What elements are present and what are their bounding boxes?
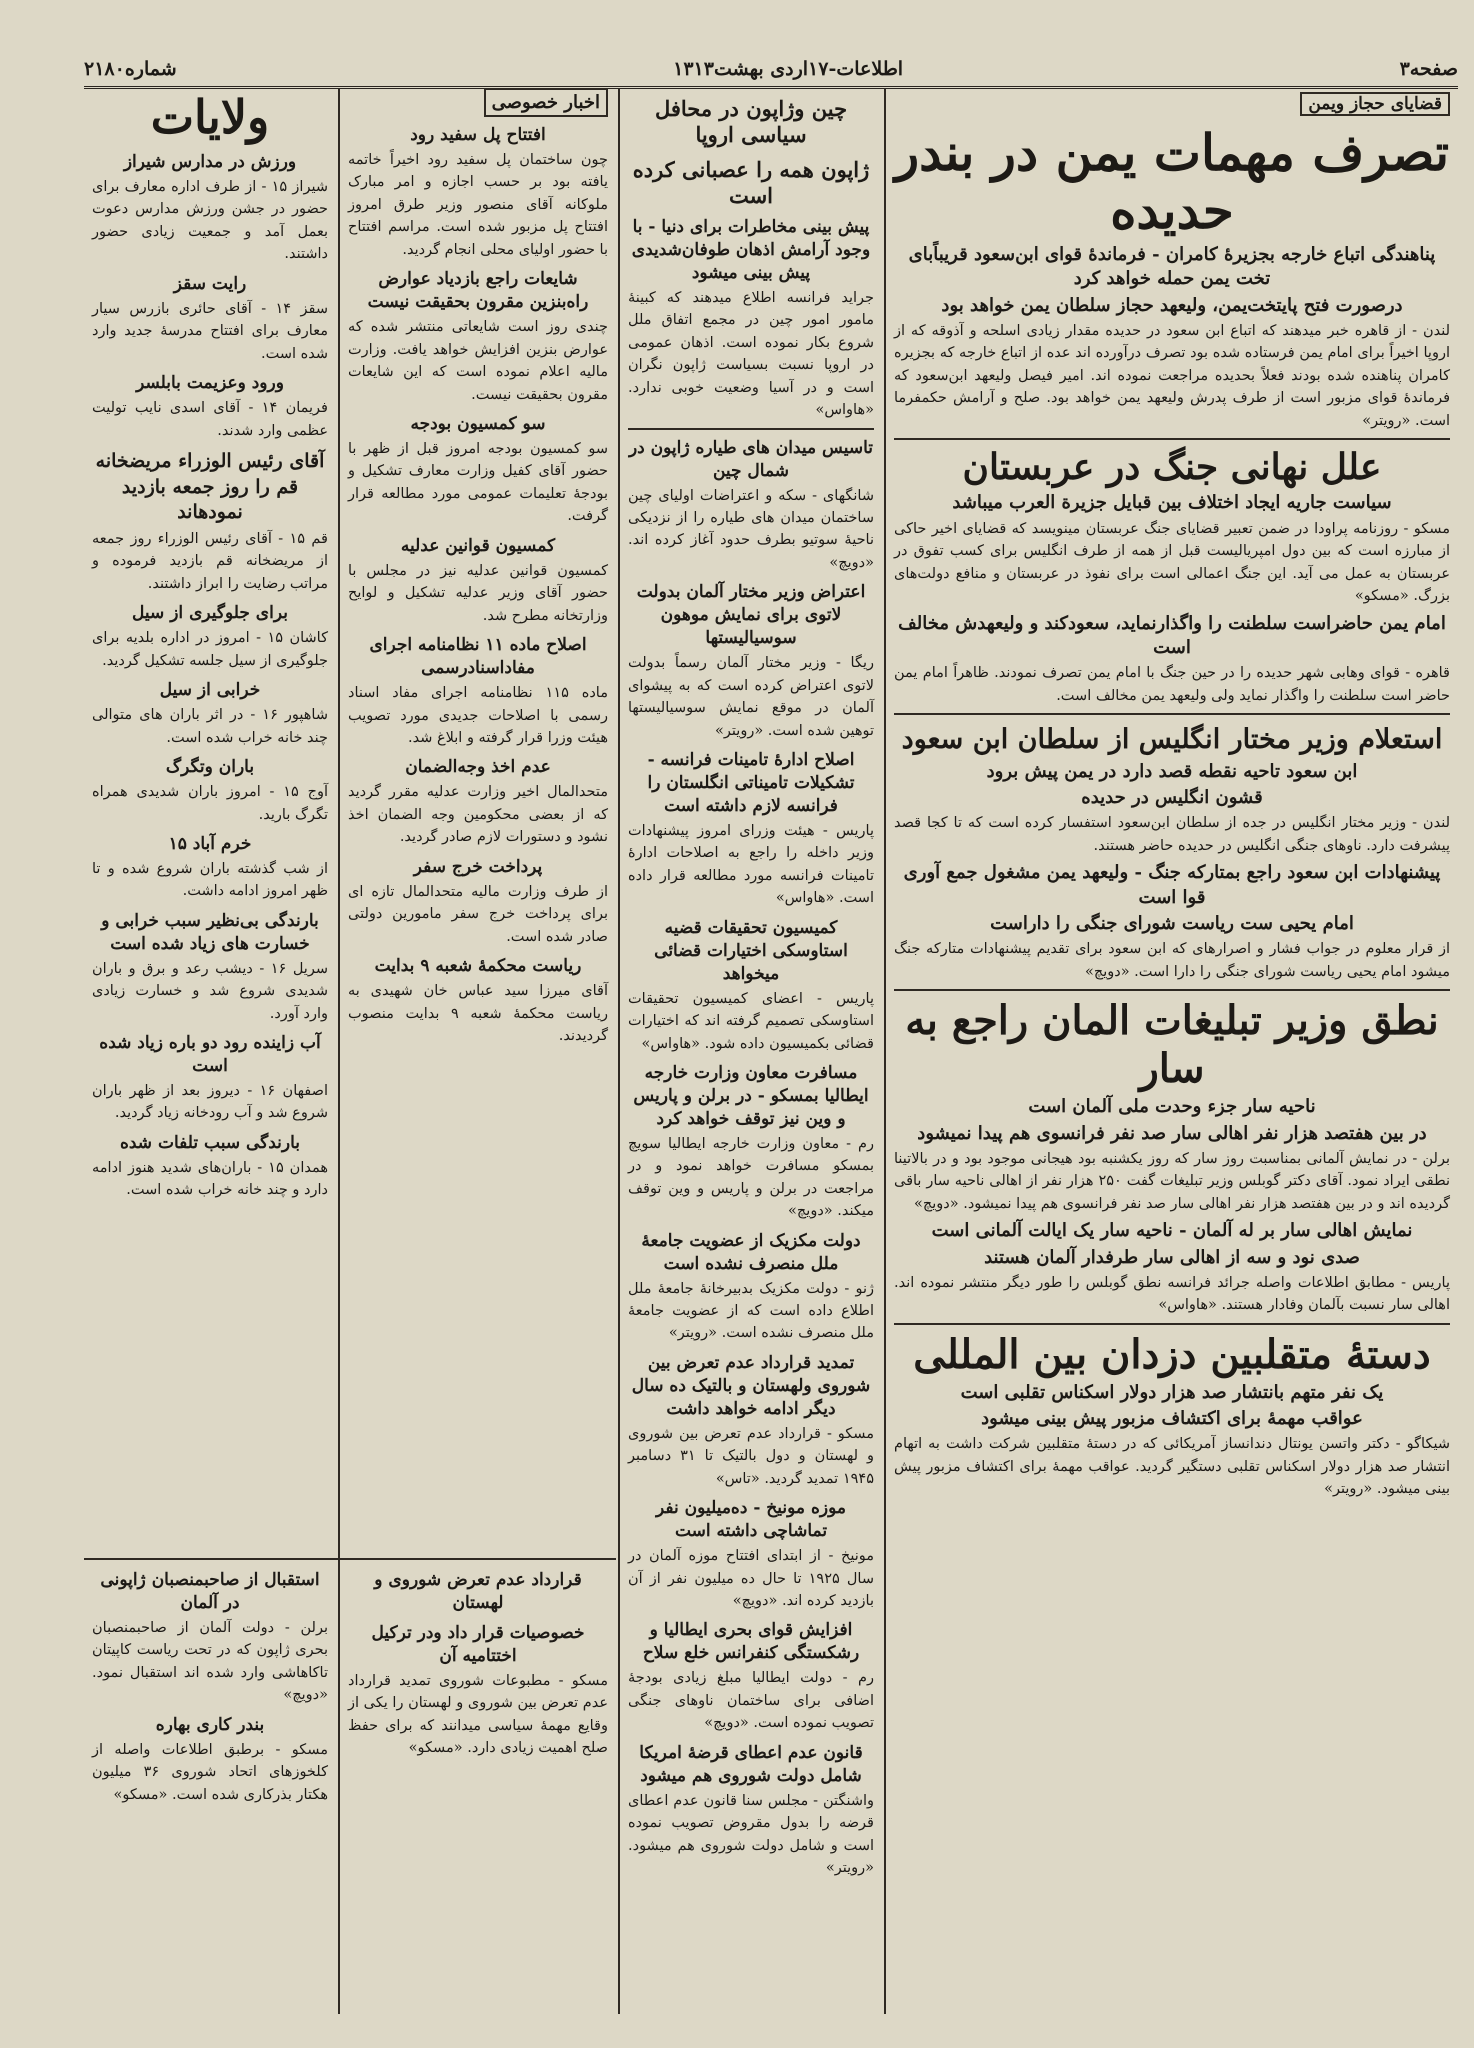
subhead: دولت مکزیک از عضویت جامعهٔ ملل منصرف نشده است (641, 1230, 861, 1274)
article-body: لندن - از قاهره خبر میدهند که اتباع ابن سعود در حدیده مقدار زیادی اسلحه و آذوقه که از اروپا اخیراً برای امام یمن فرستاده شده بود تصرف درآورده اند عده از اتباع خارجه که بجزیره کامران پناهنده شده بودند فعلاً بحدیده مراجعت نموده اند. امیر فیصل ولیعهد ابن‌سعود که فرماندهٔ قوای مزبور است از طرف پدرش ولیعهد یمن خواهد بود. صلح و آرامش حکمفرما است. «رویتر» (894, 322, 1450, 429)
article-body: همدان ۱۵ - باران‌های شدید هنوز ادامه دارد و چند خانه خراب شده است. (92, 1159, 328, 1199)
article-body: رم - دولت ایطالیا مبلغ زیادی بودجهٔ اضافی برای ساختمان ناوهای جنگی تصویب نموده است. «دویچ» (628, 1670, 874, 1732)
subhead: ناحیه سار جزء وحدت ملی آلمان است (1028, 1096, 1316, 1118)
divider (894, 989, 1450, 991)
article-body: چندی روز است شایعاتی منتشر شده که عوارض بنزین افزایش خواهد یافت. وزارت مالیه اعلام نموده است که این شایعات مقرون بحقیقت نیست. (348, 319, 608, 403)
subhead: کمیسیون تحقیقات قضیه استاوسکی اختیارات قضائی میخواهد (654, 917, 848, 984)
article-body: سریل ۱۶ - دیشب رعد و برق و باران شدیدی شروع شد و خسارت زیادی وارد آورد. (92, 960, 328, 1022)
article-body: چون ساختمان پل سفید رود اخیراً خاتمه یافته بود بر حسب اجازه و امر مبارک ملوکانه آقای منصور وزیر طرق امروز افتتاح پل مزبور شده است. مراسم افتتاح با حضور اولیای محلی انجام گردید. (348, 151, 608, 258)
subhead: بارندگی سبب تلفات شده (119, 1132, 301, 1153)
subhead: ریاست محکمهٔ شعبه ۹ بدایت (374, 956, 582, 977)
article-body: ریگا - وزیر مختار آلمان رسماً بدولت لاتوی اعتراض کرده است که به پیشوای آلمان در موقع نمایش سوسیالیستها توهین شده است. «رویتر» (628, 655, 874, 739)
section-kicker: قضایای حجاز ویمن (1300, 92, 1450, 116)
subhead: موزه مونیخ - ده‌میلیون نفر تماشاچی داشته است (656, 1498, 846, 1542)
subhead: خرابی از سیل (159, 680, 261, 701)
article-body: رم - معاون وزارت خارجه ایطالیا سویچ بمسکو مسافرت خواهد نمود و در مراجعت در برلن و پاریس و وین توقف میکند. «دویچ» (628, 1135, 874, 1220)
headline-china: چین وژاپون در محافل سیاسی اروپا (654, 96, 848, 148)
subhead: سو کمسیون بودجه (410, 414, 546, 435)
article-body: واشنگتن - مجلس سنا قانون عدم اعطای قرضه را بدول مقروض تصویب نموده است و شامل دولت شوروی هم میشود. «رویتر» (628, 1792, 874, 1876)
subhead: اعتراض وزیر مختار آلمان بدولت لاتوی برای نمایش موهون سوسیالیستها (636, 582, 866, 649)
subhead: باران وتگرگ (165, 757, 255, 778)
article-body: فریمان ۱۴ - آقای اسدی نایب تولیت عظمی وارد شدند. (92, 400, 328, 439)
column-domestic (340, 88, 616, 1550)
article-body: قم ۱۵ - آقای رئیس الوزراء روز جمعه از مریضخانه قم بازدید فرموده و مراتب رضایت را ابراز داشتند. (92, 530, 328, 592)
column-foreign (620, 88, 882, 2014)
article-body: ژنو - دولت مکزیک بدبیرخانهٔ جامعهٔ ملل اطلاع داده است که از عضویت جامعهٔ ملل منصرف نشده است. «رویتر» (628, 1280, 874, 1342)
article-body: از طرف وزارت مالیه متحدالمال تازه ای برای پرداخت خرج سفر مامورین دولتی صادر شده است. (348, 883, 608, 945)
subhead: امام یحیی ست ریاست شورای جنگی را داراست (990, 913, 1354, 934)
column-politics (886, 88, 1458, 2014)
subhead: ورزش در مدارس شیراز (123, 152, 297, 172)
subhead: عواقب مهمهٔ برای اکتشاف مزبور پیش بینی میشود (981, 1408, 1363, 1430)
date-line: اطلاعات-۱۷اردی بهشت۱۳۱۳ (673, 58, 904, 80)
article-body: مسکو - مطبوعات شوروی تمدید قرارداد عدم تعرض بین شوروی و لهستان را یکی از وقایع مهمهٔ سیاسی میدانند که برای حفظ صلح اهمیت زیادی دارد. «مسکو» (348, 1672, 608, 1757)
article-body: برلن - دولت آلمان از صاحبمنصبان بحری ژاپون که در تحت ریاست کاپیتان تاکاهاشی وارد شده اند استقبال نمود. «دویچ» (92, 1619, 328, 1704)
section-title-provinces: ولایات (150, 90, 270, 144)
divider (894, 713, 1450, 715)
subhead: سیاست جاریه ایجاد اختلاف بین قبایل جزیرة العرب میباشد (952, 492, 1392, 514)
subhead: خرم آباد ۱۵ (168, 833, 252, 854)
masthead (84, 52, 1458, 89)
subhead: پیش بینی مخاطرات برای دنیا - با وجود آرامش اذهان طوفان‌شدیدی پیش بینی میشود (631, 217, 871, 283)
article-body: مسکو - روزنامه پراودا در ضمن تعبیر قضایای جنگ عربستان مینویسد که قضایای اخیر حاکی از مبارزه است که بین دول امپریالیست قبل از همه از طرف انگلیس برای کسب تفوق در عربستان به عمل می آید. این جنگ اعمالی است برای نفوذ در عربستان و منافع دولت‌های بزرگ. «مسکو» (894, 520, 1450, 605)
article-body: پاریس - اعضای کمیسیون تحقیقات استاوسکی تصمیم گرفته اند که اختیارات قضائی بکمیسیون داده شود. «هاواس» (628, 990, 874, 1052)
subhead: ابن سعود تاحیه نقطه قصد دارد در یمن پیش برود (986, 760, 1358, 782)
subhead: افزایش قوای بحری ایطالیا و رشکستگی کنفرانس خلع سلاح (642, 1620, 860, 1664)
subhead: استقبال از صاحبمنصبان ژاپونی در آلمان (100, 1570, 320, 1613)
article-body: پاریس - مطابق اطلاعات واصله جرائد فرانسه نطق گوبلس را طور دیگر منتشر نموده اند. اهالی سار نسبت بآلمان وفادار هستند. «هاواس» (894, 1274, 1450, 1314)
article-body: از شب گذشته باران شروع شده و تا ظهر امروز ادامه داشت. (92, 860, 328, 900)
subhead: درصورت فتح پایتخت‌یمن، ولیعهد حجاز سلطان یمن خواهد بود (941, 294, 1403, 316)
subhead: قشون انگلیس در حدیده (1081, 787, 1263, 809)
subhead: در بین هفتصد هزار نفر اهالی سار صد نفر فرانسوی هم پیدا نمیشود (917, 1122, 1427, 1144)
headline-gang: دستهٔ متقلبین دزدان بین المللی (913, 1330, 1431, 1378)
subhead: پیشنهادات ابن سعود راجع بمتارکه جنگ - ولیعهد یمن مشغول جمع آوری قوا است (903, 862, 1441, 908)
article-body: شیکاگو - دکتر واتسن یونتال دندانساز آمریکائی که در دستهٔ متقلبین شرکت داشت به اتهام انتشار صد هزار دولار اسکناس تقلبی دستگیر گردید. عواقب مهمهٔ برای اکتشاف مزبور پیش بینی میشود. «رویتر» (894, 1436, 1450, 1498)
article-body: سقز ۱۴ - آقای حائری بازرس سیار معارف برای افتتاح مدرسهٔ جدید وارد شده است. (92, 300, 328, 362)
article-body: کاشان ۱۵ - امروز در اداره بلدیه برای جلوگیری از سیل جلسه تشکیل گردید. (92, 630, 328, 669)
subhead: صدی نود و سه از اهالی سار طرفدار آلمان هستند (984, 1246, 1360, 1268)
subhead: پناهندگی اتباع خارجه بجزیرهٔ کامران - فرماندهٔ قوای ابن‌سعود قریباًبای تخت یمن حمله خواهد کرد (908, 244, 1436, 290)
subhead: تاسیس میدان های طیاره ژاپون در شمال چین (628, 437, 874, 481)
subhead: رایت سقز (173, 273, 247, 294)
article-body: متحدالمال اخیر وزارت عدلیه مقرر گردید که از بعضی محکومین وجه الضمان اخذ نشود و دستورات لازم صادر گردید. (348, 784, 608, 846)
subhead: قانون عدم اعطای قرضهٔ امریکا شامل دولت شوروی هم میشود (639, 1742, 863, 1786)
subhead: اصلاح ادارهٔ تامینات فرانسه - تشکیلات تامیناتی انگلستان را فرانسه لازم داشته است (647, 750, 855, 816)
divider (84, 1558, 616, 1560)
divider (894, 1323, 1450, 1325)
subhead: اصلاح ماده ۱۱ نظامنامه اجرای مفاداسنادرسمی (369, 635, 587, 679)
article-body: برلن - در نمایش آلمانی بمناسبت روز سار که روز یکشنبه بود هیجانی موجود بود و در بالاتینا نطقی ایراد نمود. آقای دکتر گوبلس وزیر تبلیغات گفت ۲۵۰ هزار نفر از اهالی ناحیه سار باقی گردیده اند و در بین هفتصد هزار نفر اهالی سار صد نفر فرانسوی هم پیدا نمیشود. «دویچ» (894, 1150, 1451, 1212)
subhead: تمدید قرارداد عدم تعرض بین شوروی ولهستان و بالتیک ده سال دیگر ادامه خواهد داشت (631, 1352, 871, 1419)
divider (894, 438, 1450, 440)
divider (628, 428, 874, 430)
article-body: از قرار معلوم در جواب فشار و اصرار‌های که ابن سعود برای تقدیم پیشنهادات متارکه جنگ میشود امام یحیی ریاست شورای جنگی را دارا است. «دویچ» (894, 941, 1450, 980)
subhead: شایعات راجع بازدیاد عوارض راه‌بنزین مقرون بحقیقت نیست (367, 269, 589, 313)
article-body: شانگهای - سکه و اعتراضات اولیای چین ساختمان میدان های طیاره را از نزدیکی ناحیهٔ سوتیو بطرف حدود آغاز کرده اند. «دویچ» (628, 487, 874, 571)
article-body: پاریس - هیئت وزرای امروز پیشنهادات وزیر داخله را راجع به اصلاحات ادارهٔ تامینات فرانسه مورد مطالعه قرار داده است. «هاواس» (628, 822, 874, 907)
issue-number: شماره۲۱۸۰ (84, 58, 177, 80)
article-body: اصفهان ۱۶ - دیروز بعد از ظهر باران شروع شد و آب رودخانه زیاد گردید. (92, 1083, 328, 1122)
subhead: کمسیون قوانین عدلیه (400, 535, 556, 556)
article-body: لندن - وزیر مختار انگلیس در جده از سلطان ابن‌سعود استفسار کرده است که تا کجا قصد پیشرفت دارد. ناوهای جنگی انگلیس در حدیده حاضر هستند. (894, 815, 1450, 854)
article-body: جراید فرانسه اطلاع میدهند که کبینهٔ مامور امور چین در مجمع اتفاق ملل شروع بکار نموده است. اذهان عمومی در اروپا نسبت بسیاست ژاپون نگران است و در آسیا وضعیت خوبی ندارد. «هاواس» (628, 289, 874, 419)
article-body: مونیخ - از ابتدای افتتاح موزه آلمان در سال ۱۹۲۵ تا حال ده میلیون نفر از آن بازدید کرده اند. «دویچ» (628, 1548, 874, 1609)
headline-china-2: ژاپون همه را عصبانی کرده است (632, 156, 870, 208)
article-body: آقای میرزا سید عباس خان شهیدی به ریاست محکمهٔ شعبه ۹ بدایت منصوب گردیدند. (348, 983, 608, 1045)
article-body: آوج ۱۵ - امروز باران شدیدی همراه تگرگ بارید. (92, 784, 328, 823)
subhead: قرارداد عدم تعرض شوروی و لهستان (374, 1570, 582, 1613)
article-body: قاهره - قوای وهابی شهر حدیده را در حین جنگ با امام یمن تصرف نمودند. ظاهراً امام یمن حاضر است سلطنت را واگذار نماید ولی ولیعهد یمن مخالف است. (894, 665, 1450, 704)
bottom-column-left (84, 1562, 336, 2014)
subhead: امام یمن حاضراست سلطنت را واگذارنماید، سعودکند و ولیعهدش مخالف است (898, 612, 1446, 658)
subhead: ورود وعزیمت بابلسر (136, 373, 284, 394)
article-body: مسکو - برطبق اطلاعات واصله از کلخوزهای اتحاد شوروی ۳۶ میلیون هکتار بذرکاری شده است. «مسکو» (92, 1741, 328, 1803)
subhead: خصوصیات قرار داد ودر ترکیل اختتامیه آن (371, 1622, 585, 1666)
subhead: نمایش اهالی سار بر له آلمان - ناحیه سار یک ایالت آلمانی است (931, 1220, 1413, 1242)
bottom-column-right (340, 1562, 616, 2014)
subhead: مسافرت معاون وزارت خارجه ایطالیا بمسکو - در برلن و پاریس و وین نیز توقف خواهد کرد (633, 1062, 869, 1129)
subhead: آب زاینده رود دو باره زیاد شده است (99, 1033, 321, 1077)
subhead: بارندگی بی‌نظیر سبب خرابی و خسارت های زیاد شده است (101, 910, 319, 954)
article-body: شاهپور ۱۶ - در اثر باران های متوالی چند خانه خراب شده است. (92, 707, 328, 746)
article-body: سو کمسیون بودجه امروز قبل از ظهر با حضور آقای کفیل وزارت معارف تشکیل و بودجهٔ تعلیمات عمومی مورد مطالعه قرار گرفت. (348, 440, 608, 525)
section-kicker: اخبار خصوصی (484, 88, 608, 117)
subhead: آقای رئیس الوزراء مریضخانه قم را روز جمعه بازدید نمودهاند (95, 450, 325, 524)
subhead: بندر کاری بهاره (155, 1714, 265, 1735)
article-body: شیراز ۱۵ - از طرف اداره معارف برای حضور در جشن ورزش مدارس دعوت بعمل آمد و جمعیت زیادی حضور داشتند. (92, 178, 328, 263)
headline-yemen: تصرف مهمات یمن در بندر حدیده (894, 123, 1450, 240)
article-body: مسکو - قرارداد عدم تعرض بین شوروی و لهستان و دول بالتیک تا ۳۱ دسامبر ۱۹۴۵ تمدید گردید. «تاس» (628, 1425, 875, 1487)
subhead: یک نفر متهم بانتشار صد هزار دولار اسکناس تقلبی است (960, 1381, 1384, 1403)
subhead: افتتاح پل سفید رود (410, 125, 546, 145)
page-label: صفحه۳ (1399, 58, 1458, 80)
headline-arabia: علل نهانی جنگ در عربستان (962, 446, 1382, 489)
article-body: ماده ۱۱۵ نظامنامه اجرای مفاد اسناد رسمی با اصلاحات جدیدی مورد تصویب هیئت وزرا قرار گرفته و ابلاغ شد. (348, 685, 608, 746)
article-body: کمسیون قوانین عدلیه نیز در مجلس با حضور آقای وزیر عدلیه تشکیل و لوایح وزارتخانه مطرح شد. (348, 562, 608, 624)
headline-ultimatum: استعلام وزیر مختار انگلیس از سلطان ابن سعود (901, 724, 1443, 756)
subhead: برای جلوگیری از سیل (132, 603, 288, 624)
subhead: عدم اخذ وجه‌الضمان (405, 757, 551, 778)
headline-germany: نطق وزیر تبلیغات المان راجع به سار (905, 997, 1439, 1093)
subhead: پرداخت خرج سفر (413, 856, 543, 877)
column-provinces (84, 88, 336, 1550)
